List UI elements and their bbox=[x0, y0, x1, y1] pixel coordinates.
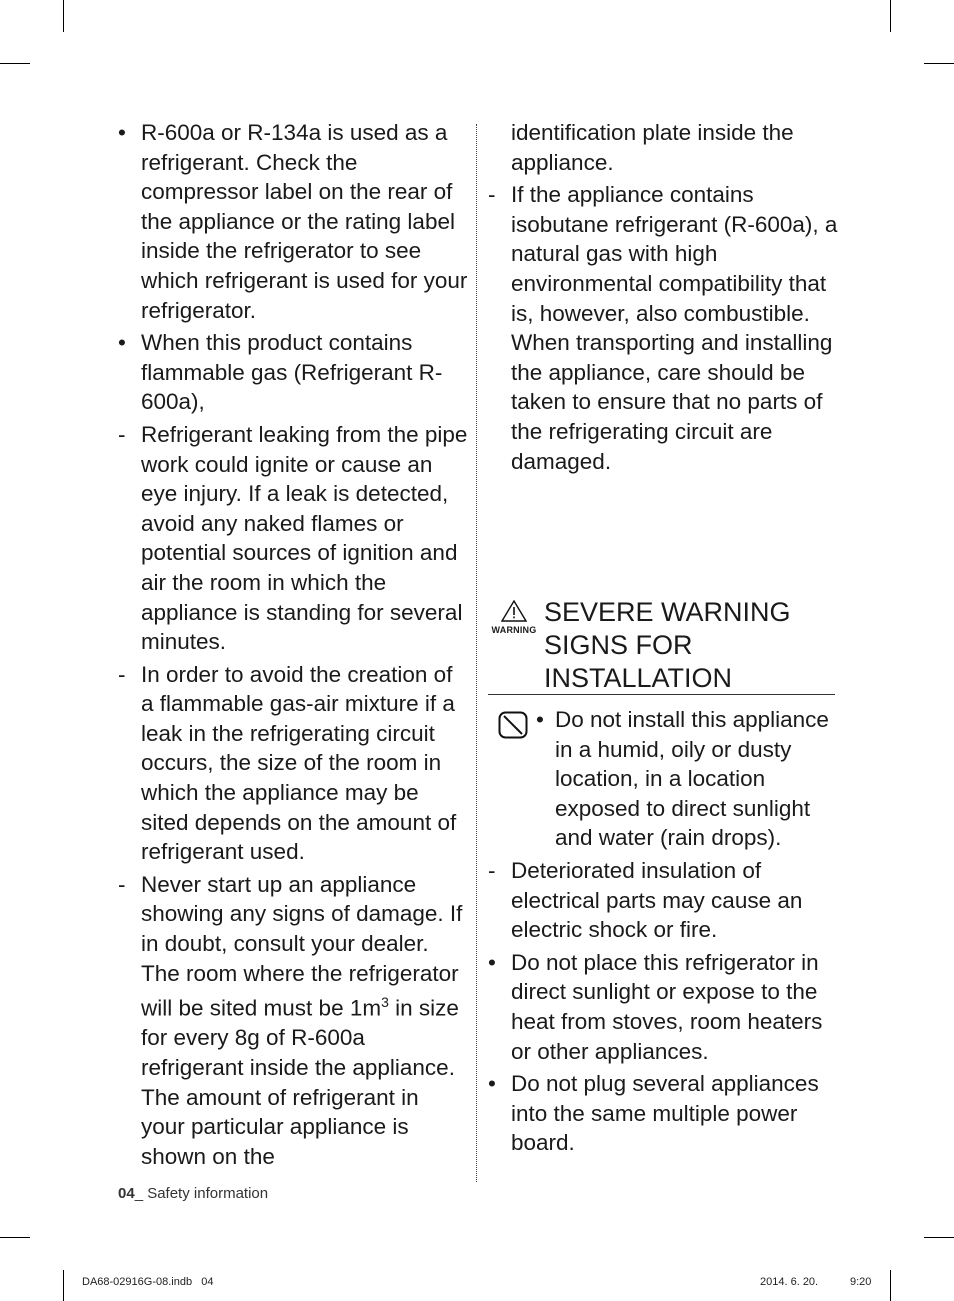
list-item: • Do not install this appliance in a humid, oily or dusty location, in a location exposed to direct sunlight and water (rain drops). bbox=[536, 707, 829, 851]
crop-mark bbox=[924, 63, 954, 64]
slug-date: 2014. 6. 20. bbox=[760, 1276, 819, 1288]
left-column bbox=[118, 118, 468, 1174]
crop-mark bbox=[63, 0, 64, 32]
list-item: - Refrigerant leaking from the pipe work could ignite or cause an eye injury. If a leak is detected, avoid any naked flames or potential sources of ignition and air the room in which the appliance is standing for several minutes. bbox=[118, 421, 468, 655]
warning-body bbox=[488, 705, 838, 1161]
list-item: - Never start up an appliance showing any signs of damage. If in doubt, consult your dealer. The room where the refrigerator will be sited must be $1m^3$ in size for every 8g of R-600a refrigerant inside the appliance. The amount of refrigerant in your particular appliance is shown on the bbox=[118, 871, 463, 1169]
list-item: - If the appliance contains isobutane refrigerant (R-600a), a natural gas with high environmental compatibility that is, however, also combustible. When transporting and installing the appliance, care should be taken to ensure that no parts of the refrigerating circuit are damaged. bbox=[488, 182, 838, 474]
list-item: • When this product contains flammable gas (Refrigerant R-600a), bbox=[118, 330, 443, 415]
right-column bbox=[488, 118, 838, 479]
crop-mark bbox=[0, 1237, 30, 1238]
footer-section: _ Safety information bbox=[134, 1185, 269, 1202]
column-divider bbox=[476, 124, 477, 1182]
list-item: • R-600a or R-134a is used as a refrigerant. Check the compressor label on the rear of the appliance or the rating label inside the refrigerator to see which refrigerant is used for your refrigerator. bbox=[118, 120, 468, 323]
section-title: SEVERE WARNING SIGNS FOR INSTALLATION bbox=[544, 597, 791, 693]
heading-rule bbox=[488, 694, 835, 695]
list-item: - In order to avoid the creation of a flammable gas-air mixture if a leak in the refrigerating circuit occurs, the size of the room in which the appliance may be sited depends on the amount of refrigerant used. bbox=[118, 661, 457, 865]
slug-file: DA68-02916G-08.indb 04 bbox=[82, 1276, 214, 1288]
warning-triangle-icon bbox=[501, 600, 527, 622]
warning-icon bbox=[488, 600, 540, 635]
crop-mark bbox=[0, 63, 30, 64]
crop-mark bbox=[890, 1270, 891, 1301]
crop-mark bbox=[63, 1270, 64, 1301]
crop-mark bbox=[890, 0, 891, 32]
list-item: • Do not plug several appliances into the same multiple power board. bbox=[488, 1071, 819, 1156]
crop-mark bbox=[924, 1237, 954, 1238]
page-number: 04 bbox=[118, 1185, 135, 1202]
continued-text: identification plate inside the appliance. bbox=[511, 120, 794, 175]
slug-time: 9:20 bbox=[850, 1276, 872, 1288]
warning-icon-label: WARNING bbox=[491, 625, 537, 635]
page-footer bbox=[118, 1185, 268, 1202]
warning-heading bbox=[488, 596, 835, 695]
list-item: • Do not place this refrigerator in direct sunlight or expose to the heat from stoves, room heaters or other appliances. bbox=[488, 949, 823, 1064]
list-item: - Deteriorated insulation of electrical parts may cause an electric shock or fire. bbox=[488, 857, 803, 943]
